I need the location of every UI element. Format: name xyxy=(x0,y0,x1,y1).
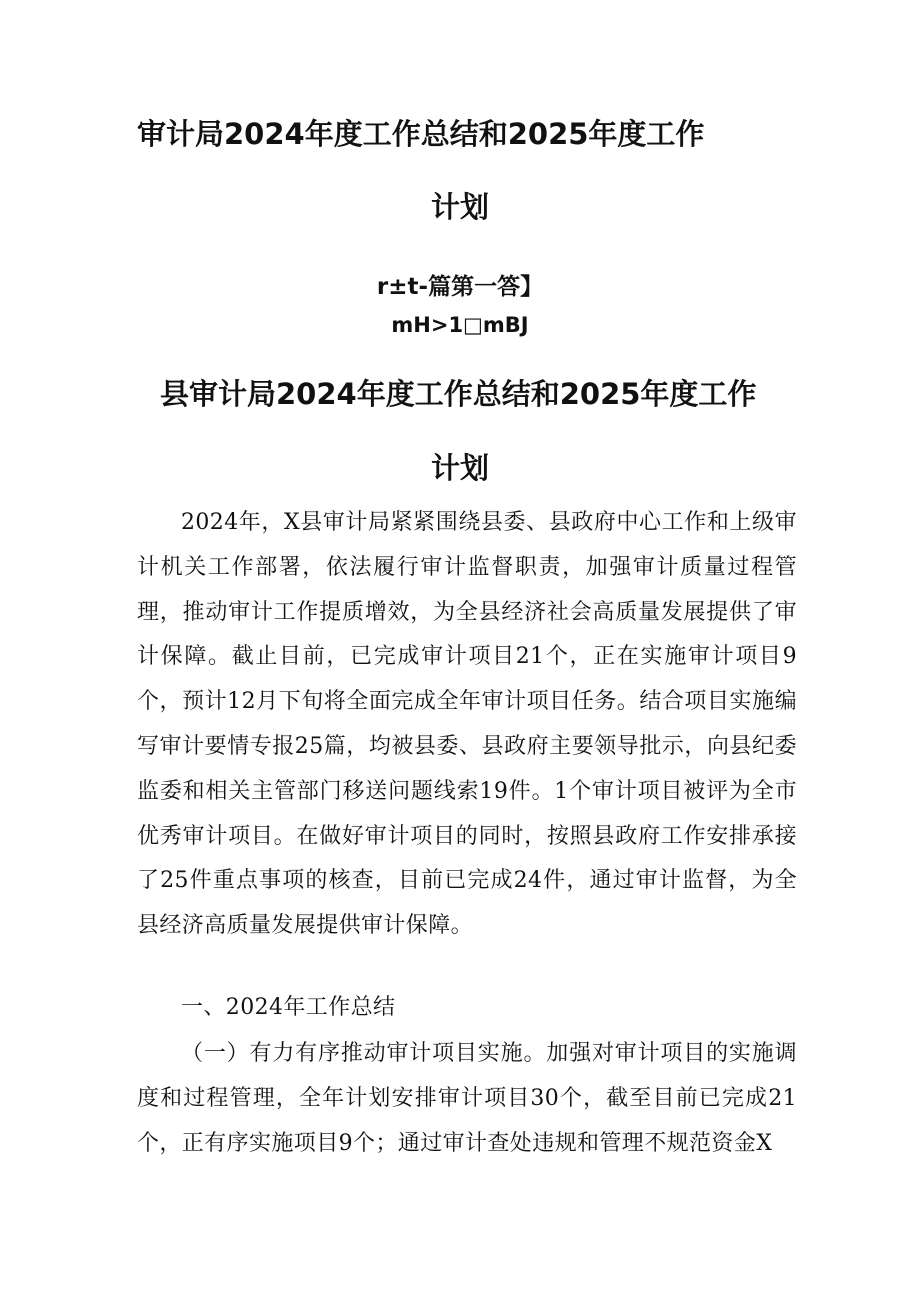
subsection-one-block xyxy=(137,1032,797,1166)
doc-title-line2: 计划 xyxy=(430,190,489,224)
garbled-header-line2: mH>1□mBJ xyxy=(391,313,529,337)
subsection-one-paragraph: （一）有力有序推动审计项目实施。加强对审计项目的实施调度和过程管理，全年计划安排审计项目30个，截至目前已完成21个，正有序实施项目9个；通过审计查处违规和管理不规范资金X xyxy=(137,1041,797,1156)
section-one-heading: 一、2024年工作总结 xyxy=(181,995,396,1020)
main-title-line2: 计划 xyxy=(430,451,489,485)
intro-paragraph-block xyxy=(137,501,797,949)
main-title-line1: 县审计局2024年度工作总结和2025年度工作 xyxy=(160,377,757,411)
intro-paragraph: 2024年，X县审计局紧紧围绕县委、县政府中心工作和上级审计机关工作部署，依法履行审计监督职责，加强审计质量过程管理，推动审计工作提质增效，为全县经济社会高质量发展提供了审计保障。截止目前，已完成审计项目21个，正在实施审计项目9个，预计12月下旬将全面完成全年审计项目任务。结合项目实施编写审计要情专报25篇，均被县委、县政府主要领导批示，向县纪委监委和相关主管部门移送问题线索19件。1个审计项目被评为全市优秀审计项目。在做好审计项目的同时，按照县政府工作安排承接了25件重点事项的核查，目前已完成24件，通过审计监督，为全县经济高质量发展提供审计保障。 xyxy=(137,510,797,939)
garbled-header-line1: r±t-篇第一答】 xyxy=(376,274,544,300)
doc-title-line1: 审计局2024年度工作总结和2025年度工作 xyxy=(137,117,705,151)
